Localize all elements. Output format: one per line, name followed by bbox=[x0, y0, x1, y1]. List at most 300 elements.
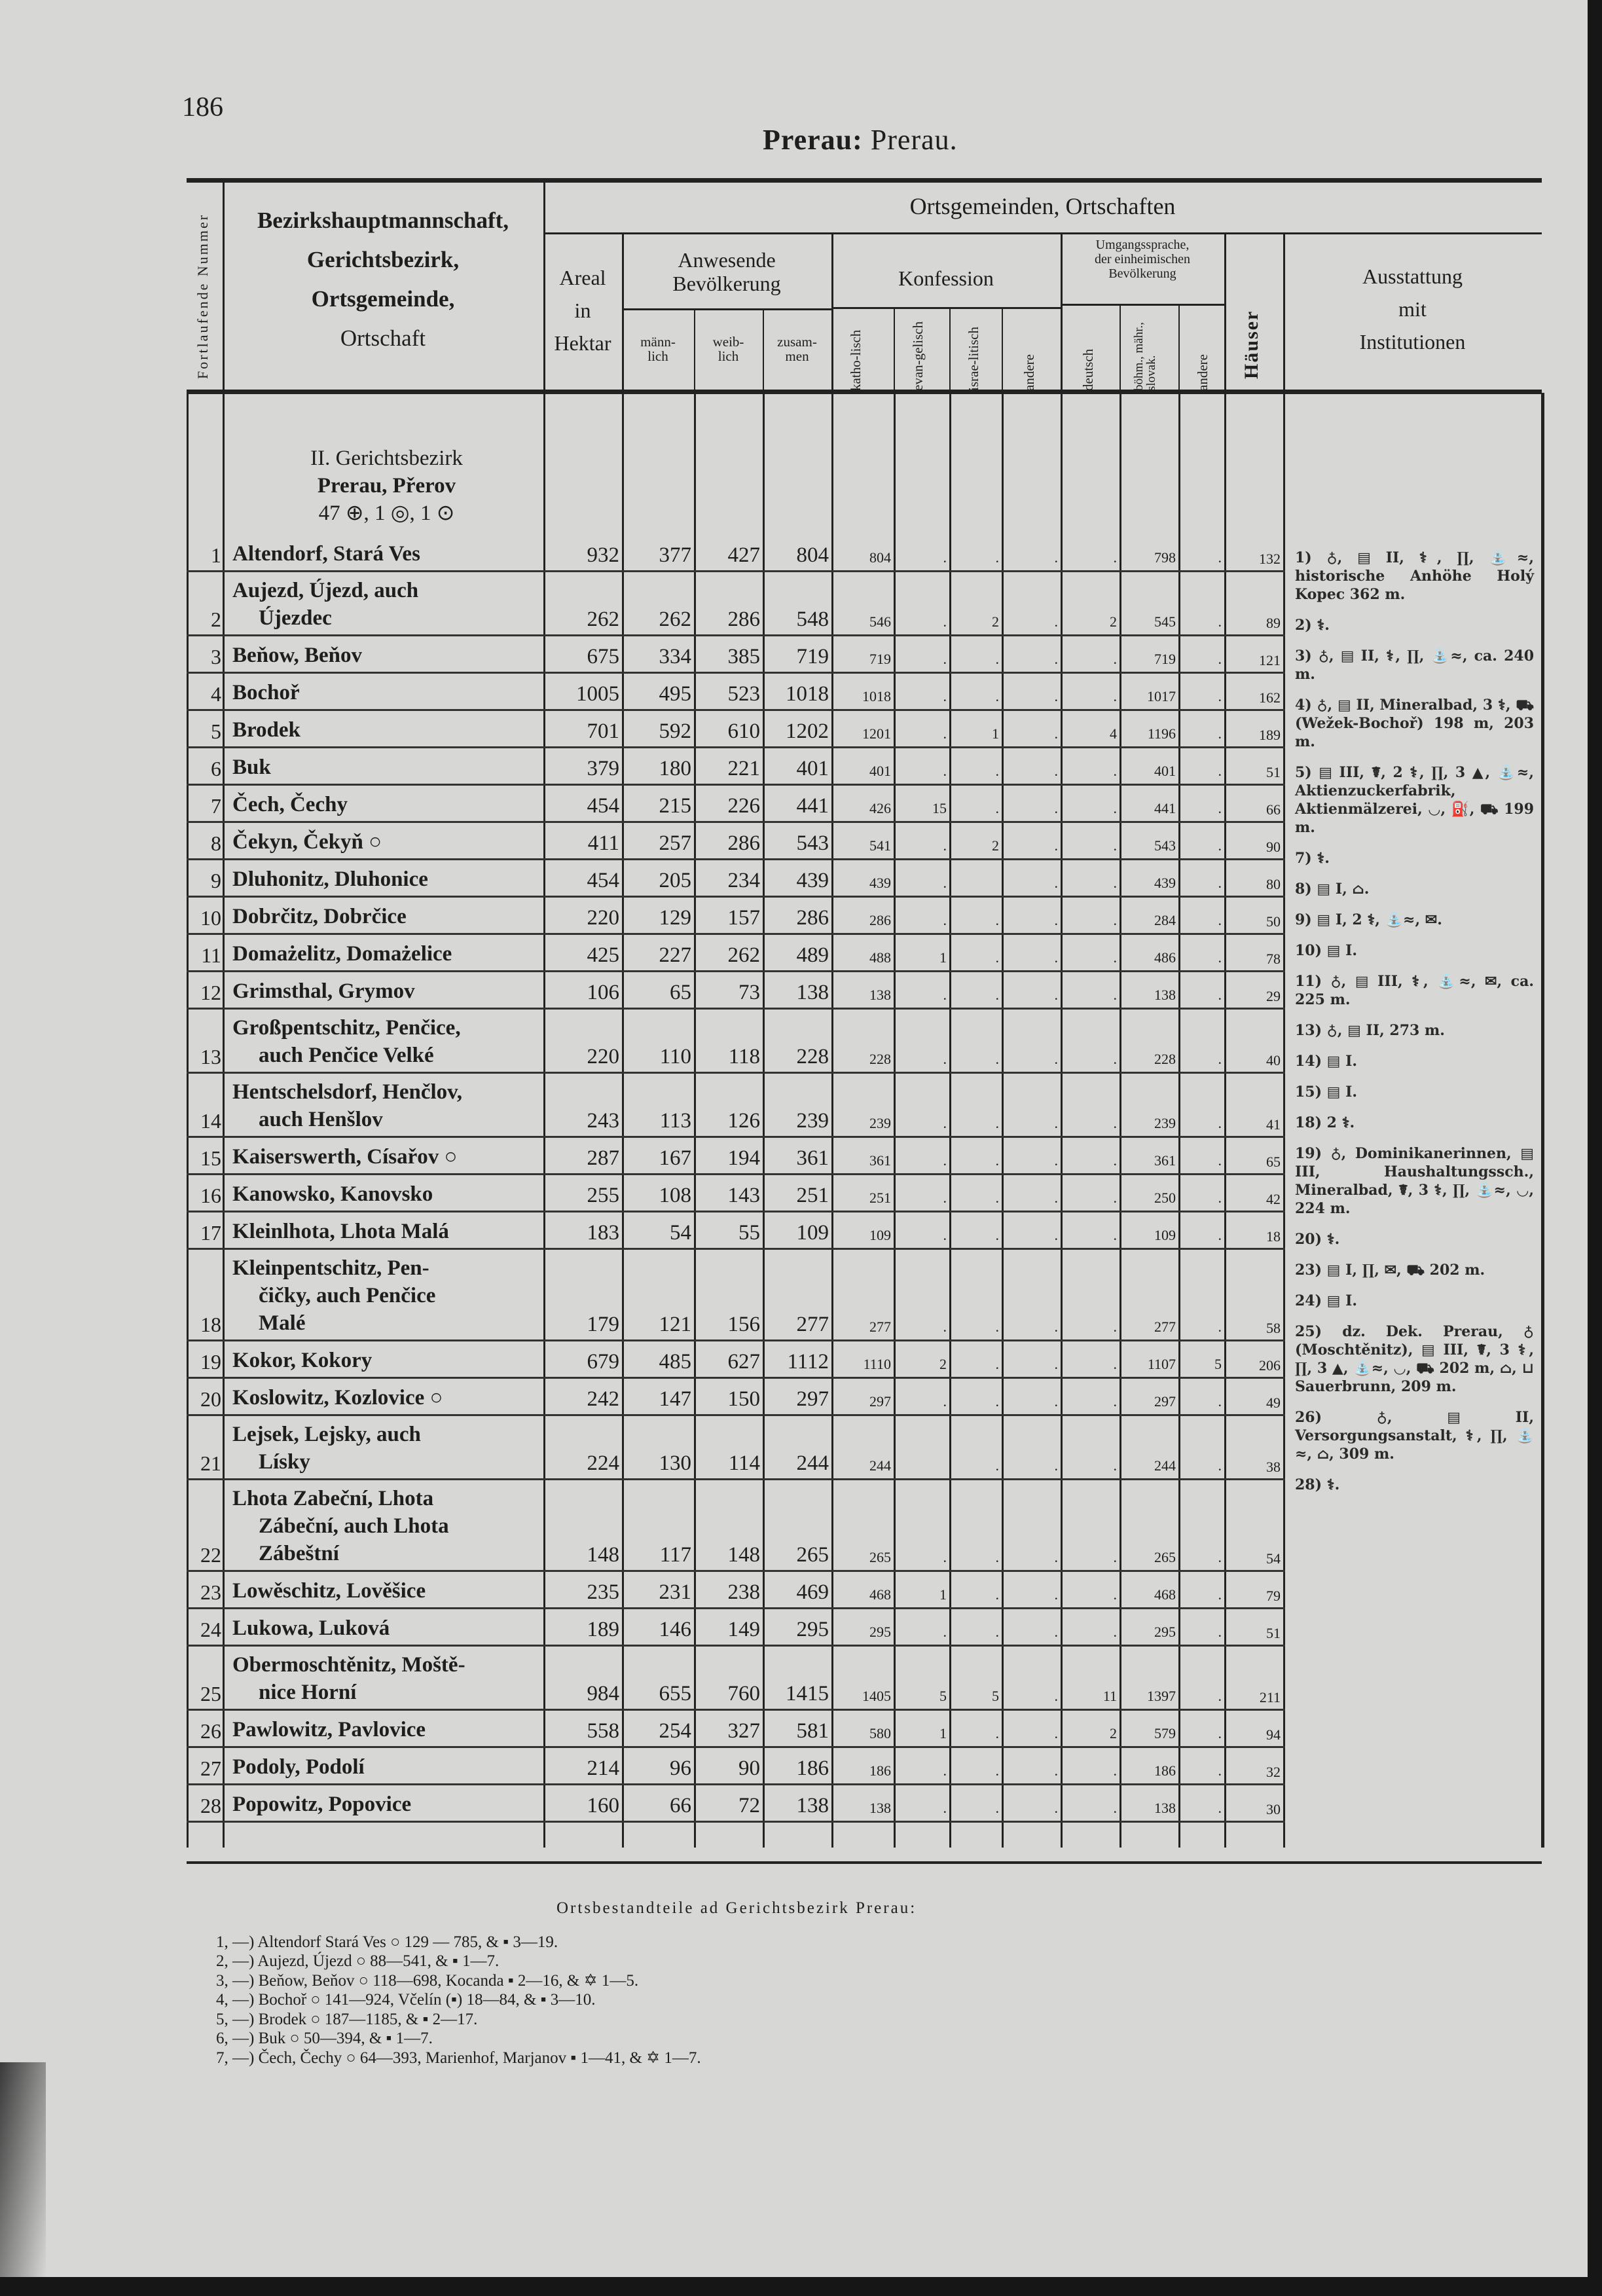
header-institutions-line: Ausstattung bbox=[1362, 264, 1463, 288]
cell-kath: 1110 bbox=[833, 1340, 895, 1377]
cell-w: 627 bbox=[695, 1340, 764, 1377]
cell-boehm: 798 bbox=[1121, 534, 1180, 571]
cell-isr: . bbox=[951, 1377, 1003, 1415]
place-name-line: Grimsthal, Grymov bbox=[232, 979, 415, 1003]
cell-houses: 50 bbox=[1226, 896, 1284, 934]
cell-houses: 54 bbox=[1226, 1479, 1284, 1571]
cell-and2: 5 bbox=[1180, 1340, 1226, 1377]
institution-note: 8) ▤ I, ⌂. bbox=[1295, 881, 1370, 898]
cell-areal: 243 bbox=[545, 1072, 623, 1137]
cell-total: 1018 bbox=[764, 672, 833, 710]
cell-houses: 51 bbox=[1226, 747, 1284, 784]
cell-total: 228 bbox=[764, 1008, 833, 1072]
cell-and2: . bbox=[1180, 934, 1226, 971]
cell-areal: 214 bbox=[545, 1747, 623, 1784]
cell-boehm: 284 bbox=[1121, 896, 1180, 934]
cell-w: 148 bbox=[695, 1479, 764, 1571]
cell-boehm: 138 bbox=[1121, 971, 1180, 1008]
header-number-col: Fortlaufende Nummer bbox=[194, 213, 211, 379]
cell-houses: 29 bbox=[1226, 971, 1284, 1008]
cell-w: 194 bbox=[695, 1137, 764, 1174]
cell-kath: 138 bbox=[833, 1784, 895, 1821]
cell-boehm: 1107 bbox=[1121, 1340, 1180, 1377]
cell-and1: . bbox=[1003, 1008, 1062, 1072]
row-number: 11 bbox=[188, 934, 224, 971]
cell-deutsch: . bbox=[1062, 1211, 1121, 1248]
cell-w: 385 bbox=[695, 635, 764, 672]
header-sprache bbox=[1061, 238, 1224, 281]
header-konfession: Konfession bbox=[898, 266, 994, 290]
cell-m: 180 bbox=[623, 747, 695, 784]
cell-houses: 78 bbox=[1226, 934, 1284, 971]
cell-areal: 106 bbox=[545, 971, 623, 1008]
header-sprache-andere: andere bbox=[1195, 354, 1211, 391]
place-name-line: Kaiserswerth, Císařov ○ bbox=[232, 1144, 458, 1169]
cell-boehm: 228 bbox=[1121, 1008, 1180, 1072]
header-population-line: Anwesende bbox=[678, 248, 776, 272]
institution-note: 11) ♁, ▤ III, ⚕, ⛲≈, ✉, ca. 225 m. bbox=[1295, 973, 1534, 1008]
cell-and1: . bbox=[1003, 1645, 1062, 1709]
cell-boehm: 295 bbox=[1121, 1608, 1180, 1645]
place-name-line: Kanowsko, Kanovsko bbox=[232, 1182, 433, 1206]
cell-and2: . bbox=[1180, 571, 1226, 635]
cell-m: 655 bbox=[623, 1645, 695, 1709]
cell-houses: 32 bbox=[1226, 1747, 1284, 1784]
cell-houses: 40 bbox=[1226, 1008, 1284, 1072]
cell-m: 54 bbox=[623, 1211, 695, 1248]
place-name bbox=[224, 1211, 545, 1248]
cell-isr bbox=[951, 859, 1003, 896]
institution-note: 25) dz. Dek. Prerau, ♁ (Moschtěnitz), ▤ III, ☤, 3 ⚕, ∏, 3 ▲, ⛲≈, ◡, ⛟ 202 m, ⌂, ⊔ Sauerbrunn, 209 m. bbox=[1295, 1323, 1534, 1395]
place-name bbox=[224, 534, 545, 571]
cell-boehm: 109 bbox=[1121, 1211, 1180, 1248]
cell-deutsch: . bbox=[1062, 1608, 1121, 1645]
place-name-line: Domażelitz, Domażelice bbox=[232, 941, 452, 966]
cell-w: 610 bbox=[695, 710, 764, 747]
place-name bbox=[224, 784, 545, 822]
cell-total: 719 bbox=[764, 635, 833, 672]
place-name-line: Popowitz, Popovice bbox=[232, 1792, 412, 1816]
cell-isr: . bbox=[951, 1137, 1003, 1174]
cell-boehm: 297 bbox=[1121, 1377, 1180, 1415]
cell-houses: 94 bbox=[1226, 1709, 1284, 1747]
cell-and2: . bbox=[1180, 1377, 1226, 1415]
cell-m: 147 bbox=[623, 1377, 695, 1415]
cell-houses: 18 bbox=[1226, 1211, 1284, 1248]
cell-areal: 679 bbox=[545, 1340, 623, 1377]
cell-and2: . bbox=[1180, 1571, 1226, 1608]
footer-line: 1, —) Altendorf Stará Ves ○ 129 — 785, & ▪ 3—19. bbox=[216, 1933, 558, 1951]
cell-areal: 984 bbox=[545, 1645, 623, 1709]
table-bottom-rule bbox=[187, 1861, 1542, 1864]
place-name-line: Podoly, Podolí bbox=[232, 1755, 365, 1779]
cell-areal: 701 bbox=[545, 710, 623, 747]
header-israel: israe-litisch bbox=[966, 327, 981, 391]
cell-houses: 89 bbox=[1226, 571, 1284, 635]
place-name-line: Zábeční, auch Lhota bbox=[259, 1514, 449, 1538]
cell-isr: . bbox=[951, 1211, 1003, 1248]
header-male bbox=[622, 335, 694, 363]
cell-total: 581 bbox=[764, 1709, 833, 1747]
cell-kath: 138 bbox=[833, 971, 895, 1008]
cell-m: 121 bbox=[623, 1248, 695, 1340]
place-name bbox=[224, 1137, 545, 1174]
footer-line: 3, —) Beňow, Beňov ○ 118—698, Kocanda ▪ 2—16, & ✡ 1—5. bbox=[216, 1971, 639, 1990]
cell-boehm: 441 bbox=[1121, 784, 1180, 822]
place-name bbox=[224, 896, 545, 934]
cell-areal: 379 bbox=[545, 747, 623, 784]
cell-total: 297 bbox=[764, 1377, 833, 1415]
cell-deutsch: . bbox=[1062, 1340, 1121, 1377]
place-name bbox=[224, 1709, 545, 1747]
cell-isr: . bbox=[951, 1340, 1003, 1377]
cell-and1: . bbox=[1003, 859, 1062, 896]
cell-deutsch: . bbox=[1062, 747, 1121, 784]
cell-and2: . bbox=[1180, 747, 1226, 784]
cell-w: 156 bbox=[695, 1248, 764, 1340]
cell-evang: . bbox=[895, 896, 951, 934]
cell-institutions bbox=[1284, 1784, 1543, 1821]
cell-evang: 5 bbox=[895, 1645, 951, 1709]
cell-total: 138 bbox=[764, 1784, 833, 1821]
cell-isr: . bbox=[951, 747, 1003, 784]
place-name bbox=[224, 1340, 545, 1377]
place-name-line: Zábeštní bbox=[259, 1541, 339, 1565]
institution-note: 26) ♁, ▤ II, Versorgungsanstalt, ⚕, ∏, ⛲≈, ⌂, 309 m. bbox=[1295, 1409, 1534, 1463]
cell-boehm: 719 bbox=[1121, 635, 1180, 672]
place-name-line: auch Henšlov bbox=[259, 1107, 383, 1131]
row-number: 7 bbox=[188, 784, 224, 822]
cell-deutsch: . bbox=[1062, 1377, 1121, 1415]
district-name: Prerau, Přerov bbox=[317, 474, 456, 498]
header-institutions-line: Institutionen bbox=[1359, 330, 1466, 354]
cell-deutsch: 11 bbox=[1062, 1645, 1121, 1709]
place-name bbox=[224, 1747, 545, 1784]
cell-areal: 148 bbox=[545, 1479, 623, 1571]
institution-note: 28) ⚕. bbox=[1295, 1476, 1340, 1493]
cell-deutsch: . bbox=[1062, 859, 1121, 896]
cell-houses: 121 bbox=[1226, 635, 1284, 672]
cell-evang: 1 bbox=[895, 1709, 951, 1747]
district-heading bbox=[224, 393, 545, 534]
cell-and1: . bbox=[1003, 934, 1062, 971]
institution-note: 7) ⚕. bbox=[1295, 850, 1330, 867]
header-boehm: böhm., mähr., slovak. bbox=[1132, 321, 1158, 391]
cell-and1: . bbox=[1003, 1377, 1062, 1415]
place-name bbox=[224, 1072, 545, 1137]
cell-deutsch: . bbox=[1062, 934, 1121, 971]
place-name bbox=[224, 971, 545, 1008]
cell-isr: . bbox=[951, 1571, 1003, 1608]
place-name-line: Dobrčitz, Dobrčice bbox=[232, 904, 407, 928]
row-number: 4 bbox=[188, 672, 224, 710]
cell-deutsch: . bbox=[1062, 1072, 1121, 1137]
cell-areal: 558 bbox=[545, 1709, 623, 1747]
cell-w: 150 bbox=[695, 1377, 764, 1415]
cell-houses: 132 bbox=[1226, 534, 1284, 571]
header-areal-line: Hektar bbox=[554, 331, 611, 355]
institution-note: 13) ♁, ▤ II, 273 m. bbox=[1295, 1022, 1445, 1039]
cell-boehm: 1397 bbox=[1121, 1645, 1180, 1709]
cell-boehm: 1017 bbox=[1121, 672, 1180, 710]
cell-and1: . bbox=[1003, 747, 1062, 784]
place-name bbox=[224, 747, 545, 784]
cell-and1: . bbox=[1003, 1608, 1062, 1645]
cell-evang: . bbox=[895, 1211, 951, 1248]
cell-m: 215 bbox=[623, 784, 695, 822]
cell-institutions bbox=[1284, 1709, 1543, 1747]
cell-m: 495 bbox=[623, 672, 695, 710]
cell-boehm: 361 bbox=[1121, 1137, 1180, 1174]
cell-and1: . bbox=[1003, 1709, 1062, 1747]
cell-deutsch: . bbox=[1062, 1571, 1121, 1608]
footer-ortsbestandteile bbox=[216, 1899, 917, 2068]
cell-evang: . bbox=[895, 1784, 951, 1821]
cell-deutsch: . bbox=[1062, 896, 1121, 934]
cell-isr: . bbox=[951, 1072, 1003, 1137]
cell-isr: . bbox=[951, 896, 1003, 934]
cell-evang: . bbox=[895, 971, 951, 1008]
cell-m: 231 bbox=[623, 1571, 695, 1608]
cell-deutsch: . bbox=[1062, 1008, 1121, 1072]
cell-total: 1112 bbox=[764, 1340, 833, 1377]
institution-note: 3) ♁, ▤ II, ⚕, ∏, ⛲≈, ca. 240 m. bbox=[1295, 647, 1534, 683]
place-name bbox=[224, 1784, 545, 1821]
cell-and2: . bbox=[1180, 1211, 1226, 1248]
cell-kath: 401 bbox=[833, 747, 895, 784]
place-name-line: Újezdec bbox=[259, 606, 332, 630]
cell-areal: 183 bbox=[545, 1211, 623, 1248]
cell-deutsch: 2 bbox=[1062, 571, 1121, 635]
cell-isr: . bbox=[951, 1709, 1003, 1747]
cell-m: 146 bbox=[623, 1608, 695, 1645]
title-regular: Prerau. bbox=[870, 124, 958, 156]
cell-boehm: 250 bbox=[1121, 1174, 1180, 1211]
institution-note: 20) ⚕. bbox=[1295, 1231, 1340, 1248]
cell-total: 401 bbox=[764, 747, 833, 784]
cell-evang: . bbox=[895, 534, 951, 571]
cell-total: 138 bbox=[764, 971, 833, 1008]
cell-w: 226 bbox=[695, 784, 764, 822]
row-number: 3 bbox=[188, 635, 224, 672]
cell-deutsch: . bbox=[1062, 784, 1121, 822]
row-number: 8 bbox=[188, 822, 224, 859]
cell-houses: 49 bbox=[1226, 1377, 1284, 1415]
header-male-line: männ- bbox=[640, 334, 676, 350]
cell-m: 66 bbox=[623, 1784, 695, 1821]
place-name-line: Lowěschitz, Lověšice bbox=[232, 1578, 426, 1603]
cell-houses: 66 bbox=[1226, 784, 1284, 822]
place-name-line: Lhota Zabeční, Lhota bbox=[232, 1486, 434, 1510]
cell-kath: 804 bbox=[833, 534, 895, 571]
cell-total: 277 bbox=[764, 1248, 833, 1340]
header-female bbox=[694, 335, 763, 363]
cell-w: 234 bbox=[695, 859, 764, 896]
row-number: 16 bbox=[188, 1174, 224, 1211]
row-number: 14 bbox=[188, 1072, 224, 1137]
header-male-line: lich bbox=[647, 348, 668, 364]
row-number: 27 bbox=[188, 1747, 224, 1784]
cell-total: 239 bbox=[764, 1072, 833, 1137]
place-name-line: Dluhonitz, Dluhonice bbox=[232, 867, 428, 891]
place-name-line: Beňow, Beňov bbox=[232, 643, 363, 667]
cell-total: 295 bbox=[764, 1608, 833, 1645]
institution-note: 14) ▤ I. bbox=[1295, 1053, 1358, 1070]
cell-evang: . bbox=[895, 1174, 951, 1211]
institution-note: 24) ▤ I. bbox=[1295, 1292, 1358, 1309]
cell-and2: . bbox=[1180, 971, 1226, 1008]
row-number: 15 bbox=[188, 1137, 224, 1174]
cell-and1: . bbox=[1003, 1248, 1062, 1340]
cell-areal: 220 bbox=[545, 896, 623, 934]
place-name-line: auch Penčice Velké bbox=[259, 1043, 434, 1067]
cell-total: 109 bbox=[764, 1211, 833, 1248]
cell-evang: . bbox=[895, 747, 951, 784]
place-name-line: Čech, Čechy bbox=[232, 792, 348, 816]
cell-houses: 79 bbox=[1226, 1571, 1284, 1608]
cell-total: 489 bbox=[764, 934, 833, 971]
cell-houses: 162 bbox=[1226, 672, 1284, 710]
cell-houses: 38 bbox=[1226, 1415, 1284, 1479]
cell-deutsch: . bbox=[1062, 672, 1121, 710]
table-row bbox=[188, 1645, 1543, 1709]
cell-total: 244 bbox=[764, 1415, 833, 1479]
cell-and2: . bbox=[1180, 1784, 1226, 1821]
place-name bbox=[224, 672, 545, 710]
cell-areal: 224 bbox=[545, 1415, 623, 1479]
cell-kath: 1018 bbox=[833, 672, 895, 710]
cell-kath: 488 bbox=[833, 934, 895, 971]
cell-m: 110 bbox=[623, 1008, 695, 1072]
cell-deutsch: . bbox=[1062, 635, 1121, 672]
cell-kath: 265 bbox=[833, 1479, 895, 1571]
cell-kath: 1405 bbox=[833, 1645, 895, 1709]
page-number: 186 bbox=[182, 92, 223, 122]
institution-note: 18) 2 ⚕. bbox=[1295, 1114, 1355, 1131]
row-number: 25 bbox=[188, 1645, 224, 1709]
header-areal-line: in bbox=[574, 299, 591, 322]
row-number: 17 bbox=[188, 1211, 224, 1248]
header-sprache-line: der einheimischen bbox=[1094, 252, 1191, 266]
cell-and2: . bbox=[1180, 1008, 1226, 1072]
cell-total: 441 bbox=[764, 784, 833, 822]
cell-total: 265 bbox=[764, 1479, 833, 1571]
cell-w: 262 bbox=[695, 934, 764, 971]
cell-boehm: 401 bbox=[1121, 747, 1180, 784]
cell-total: 1415 bbox=[764, 1645, 833, 1709]
cell-areal: 1005 bbox=[545, 672, 623, 710]
cell-deutsch: 2 bbox=[1062, 1709, 1121, 1747]
cell-areal: 189 bbox=[545, 1608, 623, 1645]
cell-deutsch: 4 bbox=[1062, 710, 1121, 747]
cell-w: 427 bbox=[695, 534, 764, 571]
cell-m: 117 bbox=[623, 1479, 695, 1571]
row-number: 6 bbox=[188, 747, 224, 784]
cell-w: 72 bbox=[695, 1784, 764, 1821]
cell-w: 286 bbox=[695, 822, 764, 859]
institutions-notes bbox=[1295, 549, 1534, 1506]
cell-w: 157 bbox=[695, 896, 764, 934]
cell-institutions bbox=[1284, 1645, 1543, 1709]
row-number: 21 bbox=[188, 1415, 224, 1479]
place-name bbox=[224, 1377, 545, 1415]
header-name-col bbox=[223, 183, 543, 390]
institution-note: 19) ♁, Dominikanerinnen, ▤ III, Haushaltungssch., Mineralbad, ☤, 3 ⚕, ∏, ⛲≈, ◡, 224 m. bbox=[1295, 1145, 1534, 1217]
cell-and2: . bbox=[1180, 1415, 1226, 1479]
cell-m: 65 bbox=[623, 971, 695, 1008]
header-total-line: men bbox=[785, 348, 809, 364]
cell-m: 113 bbox=[623, 1072, 695, 1137]
row-number: 23 bbox=[188, 1571, 224, 1608]
row-number: 20 bbox=[188, 1377, 224, 1415]
cell-deutsch: . bbox=[1062, 534, 1121, 571]
place-name-line: Čekyn, Čekyň ○ bbox=[232, 829, 382, 854]
cell-w: 760 bbox=[695, 1645, 764, 1709]
cell-and2: . bbox=[1180, 1645, 1226, 1709]
cell-isr: . bbox=[951, 1608, 1003, 1645]
cell-boehm: 138 bbox=[1121, 1784, 1180, 1821]
footer-line: 6, —) Buk ○ 50—394, & ▪ 1—7. bbox=[216, 2030, 433, 2047]
cell-evang: . bbox=[895, 859, 951, 896]
header-evang: evan-gelisch bbox=[910, 321, 926, 391]
header-institutions bbox=[1283, 260, 1542, 358]
cell-institutions bbox=[1284, 1747, 1543, 1784]
cell-deutsch: . bbox=[1062, 1137, 1121, 1174]
place-name bbox=[224, 635, 545, 672]
header-deutsch: deutsch bbox=[1080, 348, 1096, 391]
cell-m: 257 bbox=[623, 822, 695, 859]
row-number: 10 bbox=[188, 896, 224, 934]
cell-evang: . bbox=[895, 1008, 951, 1072]
cell-isr: . bbox=[951, 1784, 1003, 1821]
header-name-line: Ortschaft bbox=[340, 325, 426, 351]
cell-m: 334 bbox=[623, 635, 695, 672]
cell-and2: . bbox=[1180, 1747, 1226, 1784]
cell-and1: . bbox=[1003, 1211, 1062, 1248]
cell-houses: 189 bbox=[1226, 710, 1284, 747]
cell-boehm: 486 bbox=[1121, 934, 1180, 971]
cell-m: 227 bbox=[623, 934, 695, 971]
cell-boehm: 1196 bbox=[1121, 710, 1180, 747]
cell-w: 73 bbox=[695, 971, 764, 1008]
header-institutions-line: mit bbox=[1398, 297, 1427, 321]
cell-kath: 719 bbox=[833, 635, 895, 672]
cell-w: 126 bbox=[695, 1072, 764, 1137]
cell-kath: 109 bbox=[833, 1211, 895, 1248]
cell-institutions bbox=[1284, 1608, 1543, 1645]
row-number: 1 bbox=[188, 534, 224, 571]
cell-and1: . bbox=[1003, 672, 1062, 710]
place-name bbox=[224, 1479, 545, 1571]
header-population-line: Bevölkerung bbox=[672, 272, 781, 295]
cell-evang: 1 bbox=[895, 934, 951, 971]
row-number: 24 bbox=[188, 1608, 224, 1645]
cell-areal: 262 bbox=[545, 571, 623, 635]
cell-deutsch: . bbox=[1062, 1479, 1121, 1571]
cell-kath: 580 bbox=[833, 1709, 895, 1747]
row-number: 28 bbox=[188, 1784, 224, 1821]
place-name-line: Koslowitz, Kozlovice ○ bbox=[232, 1385, 443, 1410]
cell-isr: 2 bbox=[951, 822, 1003, 859]
cell-deutsch: . bbox=[1062, 1784, 1121, 1821]
cell-total: 804 bbox=[764, 534, 833, 571]
cell-m: 254 bbox=[623, 1709, 695, 1747]
cell-areal: 179 bbox=[545, 1248, 623, 1340]
cell-houses: 65 bbox=[1226, 1137, 1284, 1174]
row-number: 26 bbox=[188, 1709, 224, 1747]
cell-m: 96 bbox=[623, 1747, 695, 1784]
cell-m: 130 bbox=[623, 1415, 695, 1479]
